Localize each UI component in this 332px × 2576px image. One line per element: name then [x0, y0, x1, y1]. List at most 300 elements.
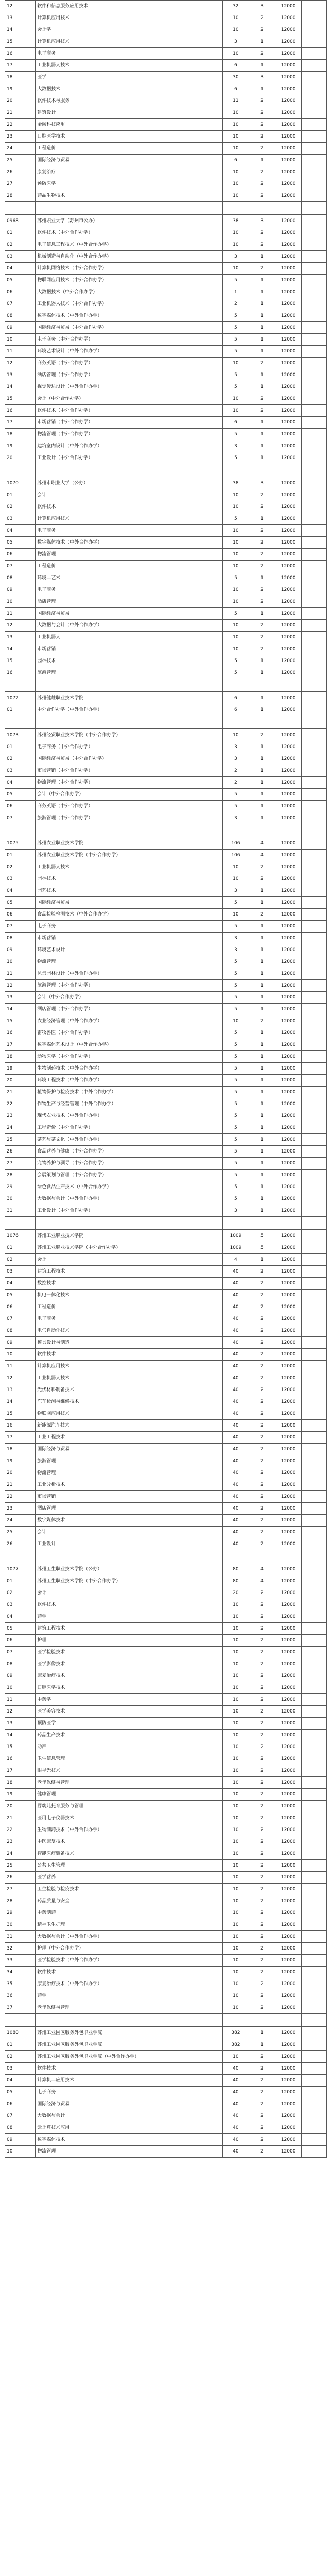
cell-blank [302, 1884, 327, 1895]
cell-score: 1 [249, 155, 275, 166]
cell-blank [302, 452, 327, 464]
major-row [5, 1753, 327, 1765]
cell-name: 康复治疗 [36, 166, 223, 178]
major-row [5, 24, 327, 36]
cell-plan: 10 [222, 729, 249, 741]
major-row [5, 801, 327, 812]
cell-rank: 12000 [275, 1301, 302, 1313]
cell-plan: 106 [222, 837, 249, 850]
cell-name: 医学美容技术 [36, 1706, 223, 1718]
cell-rank: 12000 [275, 704, 302, 716]
cell-rank: 12000 [275, 1884, 302, 1895]
cell-code: 07 [5, 812, 36, 824]
cell-plan: 40 [222, 1325, 249, 1337]
cell-name: 大数据技术（中外合作办学） [36, 286, 223, 298]
cell-score: 1 [249, 2027, 275, 2039]
cell-empty [5, 202, 36, 215]
cell-plan: 10 [222, 1967, 249, 1978]
cell-plan: 5 [222, 1110, 249, 1122]
major-row [5, 1611, 327, 1623]
cell-plan: 5 [222, 655, 249, 667]
cell-plan: 40 [222, 2134, 249, 2146]
cell-empty [222, 679, 249, 692]
cell-plan: 1009 [222, 1230, 249, 1242]
cell-blank [302, 897, 327, 909]
cell-plan: 10 [222, 1895, 249, 1907]
cell-score: 1 [249, 741, 275, 753]
cell-code: 03 [5, 1266, 36, 1278]
cell-code: 04 [5, 263, 36, 275]
cell-score: 1 [249, 310, 275, 322]
cell-code: 17 [5, 1432, 36, 1444]
cell-name: 电气自动化技术 [36, 1325, 223, 1337]
cell-blank [302, 1491, 327, 1503]
cell-rank: 12000 [275, 1623, 302, 1635]
cell-name: 酒店管理 [36, 1503, 223, 1515]
cell-rank: 12000 [275, 741, 302, 753]
cell-name: 大数据与会计（中外合作办学） [36, 1931, 223, 1943]
cell-name: 软件技术（中外合作办学） [36, 405, 223, 417]
cell-plan: 10 [222, 596, 249, 608]
cell-plan: 5 [222, 513, 249, 525]
cell-plan: 10 [222, 405, 249, 417]
cell-blank [302, 789, 327, 801]
major-row [5, 1, 327, 12]
cell-name: 苏州工业职业技术学院 [36, 1230, 223, 1242]
major-row [5, 501, 327, 513]
cell-name: 药品质量与安全 [36, 1895, 223, 1907]
cell-rank: 12000 [275, 2027, 302, 2039]
cell-plan: 40 [222, 2075, 249, 2087]
cell-plan: 3 [222, 885, 249, 897]
cell-blank [302, 1361, 327, 1372]
cell-rank: 12000 [275, 1706, 302, 1718]
cell-score: 2 [249, 1765, 275, 1777]
major-row [5, 1098, 327, 1110]
cell-code: 01 [5, 489, 36, 501]
cell-plan: 10 [222, 1812, 249, 1824]
major-row [5, 1027, 327, 1039]
cell-score: 2 [249, 1538, 275, 1550]
cell-score: 1 [249, 789, 275, 801]
cell-score: 2 [249, 107, 275, 119]
cell-score: 2 [249, 1694, 275, 1706]
major-row [5, 405, 327, 417]
cell-code: 01 [5, 227, 36, 239]
cell-code: 12 [5, 358, 36, 369]
cell-code: 02 [5, 501, 36, 513]
cell-empty [36, 716, 223, 729]
cell-score: 2 [249, 873, 275, 885]
cell-blank [302, 2146, 327, 2158]
cell-score: 1 [249, 801, 275, 812]
cell-blank [302, 1978, 327, 1990]
cell-plan: 2 [222, 298, 249, 310]
cell-code: 1073 [5, 729, 36, 741]
cell-rank: 12000 [275, 1587, 302, 1599]
cell-blank [302, 1955, 327, 1967]
cell-blank [302, 2075, 327, 2087]
cell-rank: 12000 [275, 765, 302, 777]
cell-name: 国际经济与贸易 [36, 155, 223, 166]
cell-name: 茶艺与茶文化（中外合作办学） [36, 1134, 223, 1146]
cell-score: 1 [249, 897, 275, 909]
cell-plan: 5 [222, 921, 249, 933]
cell-rank: 12000 [275, 1170, 302, 1181]
cell-name: 软件技术与服务 [36, 95, 223, 107]
cell-plan: 10 [222, 263, 249, 275]
cell-name: 药学 [36, 1990, 223, 2002]
cell-name: 苏州工业园区服务外包职业学院（中外合作办学） [36, 2051, 223, 2063]
cell-score: 2 [249, 2134, 275, 2146]
cell-blank [302, 1836, 327, 1848]
cell-plan: 10 [222, 489, 249, 501]
major-row [5, 239, 327, 251]
cell-plan: 40 [222, 1467, 249, 1479]
cell-plan: 5 [222, 275, 249, 286]
major-row [5, 1967, 327, 1978]
cell-blank [302, 1943, 327, 1955]
cell-name: 国际经济与贸易 [36, 897, 223, 909]
cell-code: 28 [5, 1170, 36, 1181]
cell-rank: 12000 [275, 1455, 302, 1467]
cell-rank: 12000 [275, 596, 302, 608]
cell-score: 2 [249, 596, 275, 608]
cell-name: 精神卫生护理 [36, 1919, 223, 1931]
cell-score: 1 [249, 60, 275, 72]
cell-code: 13 [5, 369, 36, 381]
cell-code: 13 [5, 1384, 36, 1396]
cell-name: 电子商务（中外合作办学） [36, 334, 223, 346]
cell-name: 会计（中外合作办学） [36, 393, 223, 405]
cell-rank: 12000 [275, 753, 302, 765]
cell-name: 口腔医学技术 [36, 1682, 223, 1694]
cell-blank [302, 2027, 327, 2039]
cell-rank: 12000 [275, 334, 302, 346]
cell-blank [302, 2051, 327, 2063]
cell-code: 15 [5, 1741, 36, 1753]
cell-name: 市场营销（中外合作办学） [36, 417, 223, 429]
cell-score: 2 [249, 1455, 275, 1467]
cell-name: 物联网应用技术 [36, 1408, 223, 1420]
cell-blank [302, 1670, 327, 1682]
cell-plan: 6 [222, 60, 249, 72]
cell-rank: 12000 [275, 1181, 302, 1193]
cell-blank [302, 143, 327, 155]
cell-rank: 12000 [275, 2051, 302, 2063]
cell-code: 24 [5, 143, 36, 155]
cell-score: 4 [249, 850, 275, 861]
cell-score: 2 [249, 537, 275, 549]
cell-rank: 12000 [275, 1479, 302, 1491]
table-body [5, 1, 327, 2158]
cell-rank: 12000 [275, 477, 302, 489]
cell-blank [302, 83, 327, 95]
cell-code: 12 [5, 620, 36, 632]
cell-rank: 12000 [275, 837, 302, 850]
cell-code: 23 [5, 1110, 36, 1122]
cell-code: 03 [5, 2063, 36, 2075]
cell-name: 电子商务 [36, 1313, 223, 1325]
cell-rank: 12000 [275, 2063, 302, 2075]
cell-score: 2 [249, 1919, 275, 1931]
cell-blank [302, 704, 327, 716]
cell-plan: 5 [222, 1098, 249, 1110]
cell-rank: 12000 [275, 1075, 302, 1087]
cell-plan: 10 [222, 525, 249, 537]
cell-code: 11 [5, 608, 36, 620]
cell-blank [302, 572, 327, 584]
cell-plan: 40 [222, 1384, 249, 1396]
cell-name: 市场营销 [36, 933, 223, 944]
separator-row [5, 679, 327, 692]
cell-name: 建筑工程技术 [36, 1266, 223, 1278]
cell-code: 29 [5, 1181, 36, 1193]
cell-rank: 12000 [275, 1313, 302, 1325]
major-row [5, 897, 327, 909]
major-row [5, 12, 327, 24]
cell-blank [302, 885, 327, 897]
cell-score: 2 [249, 1372, 275, 1384]
cell-blank [302, 310, 327, 322]
major-row [5, 956, 327, 968]
major-row [5, 1491, 327, 1503]
major-row [5, 513, 327, 525]
major-row [5, 765, 327, 777]
cell-rank: 12000 [275, 178, 302, 190]
cell-plan: 10 [222, 2002, 249, 2014]
cell-score: 2 [249, 1955, 275, 1967]
institution-row [5, 215, 327, 227]
cell-score: 2 [249, 1515, 275, 1527]
major-row [5, 369, 327, 381]
cell-blank [302, 36, 327, 48]
cell-blank [302, 24, 327, 36]
major-row [5, 944, 327, 956]
cell-empty [36, 679, 223, 692]
cell-empty [249, 464, 275, 477]
cell-blank [302, 1110, 327, 1122]
cell-code: 05 [5, 1623, 36, 1635]
cell-name: 工程造价 [36, 1301, 223, 1313]
cell-plan: 40 [222, 2098, 249, 2110]
cell-rank: 12000 [275, 346, 302, 358]
cell-score: 1 [249, 1254, 275, 1266]
cell-plan: 5 [222, 801, 249, 812]
cell-plan: 10 [222, 1907, 249, 1919]
cell-code: 16 [5, 667, 36, 679]
major-row [5, 861, 327, 873]
cell-blank [302, 12, 327, 24]
cell-plan: 10 [222, 24, 249, 36]
cell-code: 23 [5, 131, 36, 143]
cell-plan: 10 [222, 1978, 249, 1990]
cell-plan: 40 [222, 1455, 249, 1467]
cell-name: 软件技术 [36, 2063, 223, 2075]
cell-blank [302, 956, 327, 968]
cell-score: 3 [249, 1, 275, 12]
cell-blank [302, 933, 327, 944]
cell-blank [302, 1467, 327, 1479]
major-row [5, 48, 327, 60]
cell-score: 1 [249, 572, 275, 584]
cell-name: 工业机器人 [36, 632, 223, 643]
cell-blank [302, 596, 327, 608]
major-row [5, 1396, 327, 1408]
cell-name: 环境艺术设计（中外合作办学） [36, 346, 223, 358]
cell-rank: 12000 [275, 1027, 302, 1039]
major-row [5, 584, 327, 596]
cell-blank [302, 1907, 327, 1919]
cell-code: 07 [5, 1647, 36, 1658]
cell-score: 2 [249, 48, 275, 60]
cell-rank: 12000 [275, 921, 302, 933]
cell-code: 1077 [5, 1563, 36, 1575]
major-row [5, 2002, 327, 2014]
cell-empty [275, 2014, 302, 2027]
cell-code: 16 [5, 1753, 36, 1765]
separator-row [5, 464, 327, 477]
cell-name: 婴幼儿托育服务与管理 [36, 1801, 223, 1812]
cell-code: 25 [5, 1134, 36, 1146]
major-row [5, 549, 327, 561]
cell-name: 园林技术 [36, 873, 223, 885]
cell-score: 2 [249, 1978, 275, 1990]
major-row [5, 1907, 327, 1919]
cell-plan: 10 [222, 1990, 249, 2002]
cell-blank [302, 1337, 327, 1349]
cell-code: 15 [5, 393, 36, 405]
cell-rank: 12000 [275, 933, 302, 944]
cell-name: 计算机应用技术 [36, 1361, 223, 1372]
cell-name: 大数据技术 [36, 83, 223, 95]
cell-plan: 5 [222, 429, 249, 440]
cell-score: 1 [249, 36, 275, 48]
cell-code: 20 [5, 95, 36, 107]
major-row [5, 1860, 327, 1872]
cell-name: 云计算技术应用 [36, 2122, 223, 2134]
cell-plan: 10 [222, 909, 249, 921]
major-row [5, 1599, 327, 1611]
cell-code: 17 [5, 1039, 36, 1051]
major-row [5, 1158, 327, 1170]
major-row [5, 36, 327, 48]
cell-name: 计算机网络技术（中外合作办学） [36, 263, 223, 275]
cell-empty [222, 202, 249, 215]
cell-score: 2 [249, 1587, 275, 1599]
major-row [5, 178, 327, 190]
cell-plan: 10 [222, 1872, 249, 1884]
cell-score: 2 [249, 2063, 275, 2075]
cell-name: 风景园林设计（中外合作办学） [36, 968, 223, 980]
cell-blank [302, 155, 327, 166]
cell-name: 药品生物技术 [36, 190, 223, 202]
cell-name: 工程造价 [36, 143, 223, 155]
cell-plan: 5 [222, 310, 249, 322]
cell-rank: 12000 [275, 789, 302, 801]
cell-code: 11 [5, 968, 36, 980]
cell-rank: 12000 [275, 275, 302, 286]
major-row [5, 1242, 327, 1254]
major-row [5, 1575, 327, 1587]
cell-blank [302, 921, 327, 933]
cell-rank: 12000 [275, 1349, 302, 1361]
cell-rank: 12000 [275, 1420, 302, 1432]
cell-name: 医学检验技术 [36, 1647, 223, 1658]
cell-plan: 10 [222, 861, 249, 873]
cell-name: 智能医疗装备技术 [36, 1848, 223, 1860]
cell-rank: 12000 [275, 1931, 302, 1943]
cell-name: 医学 [36, 72, 223, 83]
cell-rank: 12000 [275, 1967, 302, 1978]
cell-rank: 12000 [275, 1801, 302, 1812]
cell-name: 物流管理 [36, 956, 223, 968]
cell-name: 建筑设计 [36, 107, 223, 119]
cell-blank [302, 1765, 327, 1777]
cell-blank [302, 525, 327, 537]
major-row [5, 1955, 327, 1967]
cell-code: 21 [5, 1479, 36, 1491]
cell-name: 药品生产技术 [36, 1730, 223, 1741]
cell-score: 2 [249, 2051, 275, 2063]
cell-plan: 40 [222, 1444, 249, 1455]
separator-row [5, 202, 327, 215]
cell-plan: 5 [222, 1004, 249, 1015]
cell-code: 05 [5, 537, 36, 549]
cell-score: 2 [249, 620, 275, 632]
major-row [5, 1658, 327, 1670]
major-row [5, 620, 327, 632]
cell-plan: 80 [222, 1575, 249, 1587]
cell-rank: 12000 [275, 2075, 302, 2087]
cell-code: 16 [5, 405, 36, 417]
major-row [5, 1349, 327, 1361]
major-row [5, 1777, 327, 1789]
cell-plan: 10 [222, 1777, 249, 1789]
cell-score: 2 [249, 1444, 275, 1455]
cell-name: 工业工程技术 [36, 1432, 223, 1444]
cell-code: 04 [5, 885, 36, 897]
cell-empty [275, 1550, 302, 1563]
cell-rank: 12000 [275, 2134, 302, 2146]
major-row [5, 1408, 327, 1420]
cell-plan: 5 [222, 369, 249, 381]
cell-code: 05 [5, 897, 36, 909]
cell-code: 02 [5, 753, 36, 765]
cell-score: 1 [249, 1181, 275, 1193]
major-row [5, 334, 327, 346]
cell-plan: 10 [222, 1943, 249, 1955]
cell-blank [302, 1396, 327, 1408]
cell-plan: 10 [222, 1599, 249, 1611]
cell-name: 苏州农业职业技术学院 [36, 837, 223, 850]
cell-score: 2 [249, 501, 275, 513]
cell-code: 05 [5, 275, 36, 286]
cell-name: 物流管理（中外合作办学） [36, 429, 223, 440]
cell-score: 2 [249, 239, 275, 251]
cell-plan: 40 [222, 2110, 249, 2122]
cell-rank: 12000 [275, 2098, 302, 2110]
cell-rank: 12000 [275, 1193, 302, 1205]
cell-score: 1 [249, 334, 275, 346]
major-row [5, 1801, 327, 1812]
cell-code: 22 [5, 119, 36, 131]
cell-code: 08 [5, 310, 36, 322]
cell-score: 1 [249, 704, 275, 716]
cell-blank [302, 1658, 327, 1670]
cell-plan: 40 [222, 1361, 249, 1372]
cell-plan: 5 [222, 667, 249, 679]
